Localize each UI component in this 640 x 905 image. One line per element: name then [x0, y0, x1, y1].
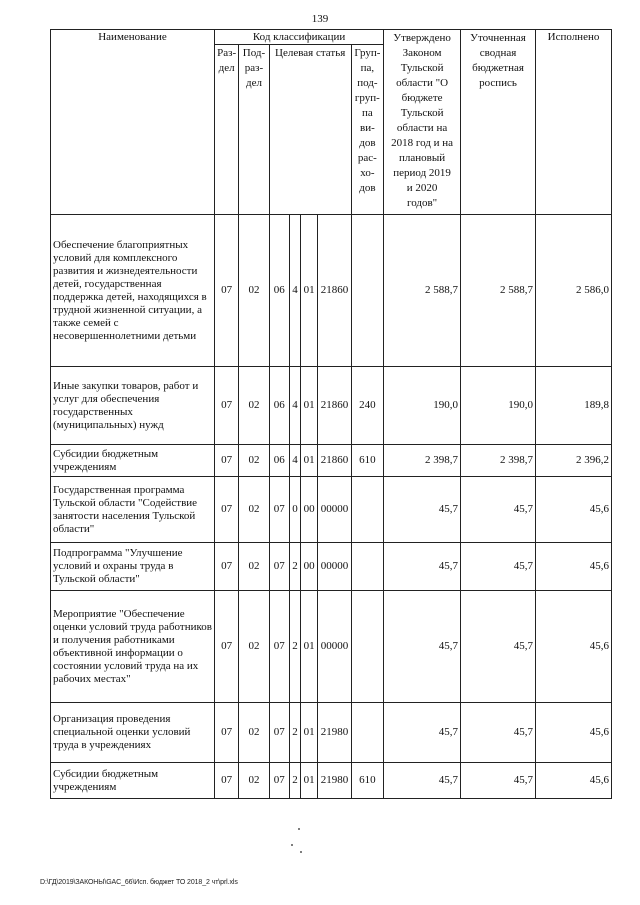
row-name: Подпрограмма "Улучшение условий и охраны труда в Тульской области" — [51, 543, 215, 591]
row-name: Мероприятие "Обеспечение оценки условий труда работников и получения работниками объективной информации о состоянии условий труда на их рабочих местах" — [51, 591, 215, 703]
row-target-direction: 21980 — [318, 763, 351, 799]
row-razdel: 07 — [215, 591, 239, 703]
row-expense-group — [351, 543, 383, 591]
row-expense-group — [351, 215, 383, 367]
row-target-program: 07 — [269, 477, 289, 543]
row-target-event: 01 — [301, 591, 318, 703]
row-target-event: 00 — [301, 477, 318, 543]
table-row — [51, 367, 612, 445]
row-refined: 45,7 — [461, 543, 536, 591]
table-row — [51, 763, 612, 799]
row-target-direction: 00000 — [318, 477, 351, 543]
header-refined: Уточненная сводная бюджетная роспись — [461, 30, 536, 215]
row-razdel: 07 — [215, 703, 239, 763]
header-target: Целевая статья — [269, 45, 351, 215]
row-podrazdel: 02 — [239, 367, 269, 445]
header-razdel: Раз- дел — [215, 45, 239, 215]
row-executed: 45,6 — [535, 477, 611, 543]
row-executed: 2 586,0 — [535, 215, 611, 367]
row-target-subprogram: 4 — [289, 445, 300, 477]
row-target-program: 06 — [269, 367, 289, 445]
row-approved: 45,7 — [384, 477, 461, 543]
row-name: Субсидии бюджетным учреждениям — [51, 763, 215, 799]
row-approved: 2 588,7 — [384, 215, 461, 367]
row-podrazdel: 02 — [239, 703, 269, 763]
table-row — [51, 703, 612, 763]
row-razdel: 07 — [215, 445, 239, 477]
row-expense-group — [351, 477, 383, 543]
row-target-program: 07 — [269, 543, 289, 591]
row-executed: 45,6 — [535, 703, 611, 763]
row-refined: 45,7 — [461, 763, 536, 799]
row-target-subprogram: 0 — [289, 477, 300, 543]
row-target-direction: 00000 — [318, 591, 351, 703]
row-name: Государственная программа Тульской области "Содействие занятости населения Тульской области" — [51, 477, 215, 543]
row-target-direction: 00000 — [318, 543, 351, 591]
table-row — [51, 477, 612, 543]
scan-artifact — [300, 851, 302, 853]
row-refined: 2 588,7 — [461, 215, 536, 367]
budget-table — [50, 29, 612, 799]
row-approved: 2 398,7 — [384, 445, 461, 477]
row-target-event: 01 — [301, 367, 318, 445]
row-target-subprogram: 4 — [289, 215, 300, 367]
row-name: Иные закупки товаров, работ и услуг для обеспечения государственных (муниципальных) нужд — [51, 367, 215, 445]
table-row — [51, 215, 612, 367]
row-podrazdel: 02 — [239, 215, 269, 367]
row-name: Обеспечение благоприятных условий для комплексного развития и жизнедеятельности детей, государственная поддержка детей, находящихся в трудной жизненной ситуации, а также семей с несовершеннолетними детьми — [51, 215, 215, 367]
row-target-subprogram: 2 — [289, 703, 300, 763]
table-row — [51, 445, 612, 477]
row-target-program: 07 — [269, 703, 289, 763]
row-approved: 45,7 — [384, 763, 461, 799]
row-target-direction: 21860 — [318, 215, 351, 367]
page-number: 139 — [311, 13, 329, 25]
row-expense-group: 610 — [351, 763, 383, 799]
row-razdel: 07 — [215, 763, 239, 799]
scan-artifact — [291, 844, 293, 846]
row-target-event: 01 — [301, 703, 318, 763]
table-row — [51, 591, 612, 703]
row-target-subprogram: 2 — [289, 763, 300, 799]
row-expense-group — [351, 703, 383, 763]
header-name: Наименование — [51, 30, 215, 215]
row-target-program: 06 — [269, 445, 289, 477]
row-name: Субсидии бюджетным учреждениям — [51, 445, 215, 477]
row-refined: 45,7 — [461, 477, 536, 543]
row-approved: 190,0 — [384, 367, 461, 445]
row-executed: 45,6 — [535, 543, 611, 591]
row-target-program: 07 — [269, 591, 289, 703]
header-podrazdel: Под- раз- дел — [239, 45, 269, 215]
row-approved: 45,7 — [384, 543, 461, 591]
header-approved: Утверждено Законом Тульской области "О бюджете Тульской области на 2018 год и на плановый период 2019 и 2020 годов" — [384, 30, 461, 215]
row-target-direction: 21860 — [318, 367, 351, 445]
row-executed: 2 396,2 — [535, 445, 611, 477]
table-row — [51, 543, 612, 591]
row-target-event: 01 — [301, 763, 318, 799]
row-expense-group: 610 — [351, 445, 383, 477]
row-target-subprogram: 4 — [289, 367, 300, 445]
row-executed: 45,6 — [535, 591, 611, 703]
row-podrazdel: 02 — [239, 763, 269, 799]
row-target-subprogram: 2 — [289, 591, 300, 703]
row-target-event: 01 — [301, 215, 318, 367]
row-razdel: 07 — [215, 543, 239, 591]
row-target-event: 00 — [301, 543, 318, 591]
row-razdel: 07 — [215, 215, 239, 367]
table-body — [51, 215, 612, 799]
row-approved: 45,7 — [384, 591, 461, 703]
row-expense-group: 240 — [351, 367, 383, 445]
header-group: Груп- па, под- груп- па ви- дов рас- хо- дов — [351, 45, 383, 215]
row-razdel: 07 — [215, 367, 239, 445]
row-razdel: 07 — [215, 477, 239, 543]
row-refined: 45,7 — [461, 703, 536, 763]
row-target-direction: 21860 — [318, 445, 351, 477]
row-refined: 190,0 — [461, 367, 536, 445]
row-refined: 2 398,7 — [461, 445, 536, 477]
row-target-subprogram: 2 — [289, 543, 300, 591]
header-executed: Исполнено — [535, 30, 611, 215]
row-name: Организация проведения специальной оценки условий труда в учреждениях — [51, 703, 215, 763]
row-target-event: 01 — [301, 445, 318, 477]
row-podrazdel: 02 — [239, 543, 269, 591]
row-executed: 189,8 — [535, 367, 611, 445]
row-podrazdel: 02 — [239, 477, 269, 543]
row-podrazdel: 02 — [239, 591, 269, 703]
row-target-program: 06 — [269, 215, 289, 367]
row-expense-group — [351, 591, 383, 703]
row-podrazdel: 02 — [239, 445, 269, 477]
row-target-program: 07 — [269, 763, 289, 799]
row-target-direction: 21980 — [318, 703, 351, 763]
header-code-group: Код классификации — [215, 30, 384, 45]
row-executed: 45,6 — [535, 763, 611, 799]
row-approved: 45,7 — [384, 703, 461, 763]
footer-file-path: D:\ГД\2019\ЗАКОНЫ\GAC_66\Исп. бюджет ТО 2018_2 чт\prl.xls — [40, 879, 238, 886]
row-refined: 45,7 — [461, 591, 536, 703]
scan-artifact — [298, 828, 300, 830]
